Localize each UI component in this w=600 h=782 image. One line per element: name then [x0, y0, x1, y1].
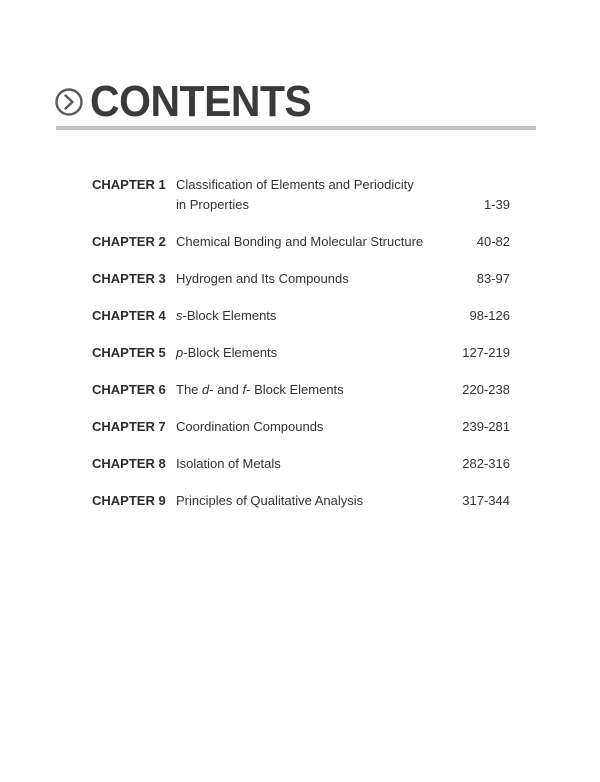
- chevron-right-circle-icon: [54, 87, 84, 117]
- chapter-pages: 40-82: [476, 234, 510, 249]
- chapter-label: CHAPTER 3: [92, 271, 166, 286]
- chapter-label: CHAPTER 6: [92, 382, 166, 397]
- chapter-title: [176, 343, 454, 363]
- toc-entry-chapter-5[interactable]: [92, 343, 510, 363]
- chapter-label: CHAPTER 1: [92, 177, 166, 192]
- chapter-pages: 1-39: [483, 197, 510, 212]
- chapter-title-italic: f: [242, 382, 247, 397]
- toc-entry-chapter-4[interactable]: [92, 306, 510, 326]
- toc-entry-chapter-9[interactable]: [92, 491, 510, 511]
- chapter-title-text: The: [176, 382, 203, 397]
- chapter-title-italic: p: [176, 345, 184, 360]
- chapter-title-text: - Block Elements: [246, 382, 344, 397]
- chapter-label: CHAPTER 8: [92, 456, 166, 471]
- chapter-title: [176, 175, 476, 215]
- chapter-title: [176, 306, 462, 326]
- chapter-pages: 317-344: [462, 493, 510, 508]
- chapter-title-text: - and: [209, 382, 243, 397]
- page-title: CONTENTS: [90, 77, 312, 126]
- title-divider: [56, 126, 536, 130]
- chapter-pages: 239-281: [462, 419, 510, 434]
- chapter-pages: 127-219: [462, 345, 510, 360]
- chapter-label: CHAPTER 5: [92, 345, 166, 360]
- toc-entry-chapter-7[interactable]: [92, 417, 510, 437]
- chapter-label: CHAPTER 4: [92, 308, 166, 323]
- toc-entry-chapter-6[interactable]: [92, 380, 510, 400]
- chapter-label: CHAPTER 7: [92, 419, 166, 434]
- chapter-pages: 220-238: [462, 382, 510, 397]
- toc-entry-chapter-1[interactable]: [92, 175, 510, 215]
- chapter-title-italic: s: [176, 308, 183, 323]
- chapter-title: Chemical Bonding and Molecular Structure: [176, 234, 424, 249]
- chapter-title-line: Classification of Elements and Periodicity: [176, 177, 414, 192]
- chapter-title-line: in Properties: [176, 197, 249, 212]
- chapter-title: Coordination Compounds: [176, 419, 324, 434]
- contents-header: [54, 77, 328, 126]
- toc-entry-chapter-8[interactable]: [92, 454, 510, 474]
- chapter-title: [176, 380, 454, 400]
- chapter-pages: 98-126: [469, 308, 510, 323]
- chapter-title-italic: d: [202, 382, 210, 397]
- toc-entry-chapter-2[interactable]: [92, 232, 510, 252]
- chapter-title-text: -Block Elements: [182, 308, 277, 323]
- chapter-title: Principles of Qualitative Analysis: [176, 493, 364, 508]
- chapter-label: CHAPTER 9: [92, 493, 166, 508]
- chapter-title-text: -Block Elements: [183, 345, 278, 360]
- chapter-pages: 282-316: [462, 456, 510, 471]
- table-of-contents: [92, 175, 510, 528]
- chapter-title: Isolation of Metals: [176, 456, 281, 471]
- toc-entry-chapter-3[interactable]: [92, 269, 510, 289]
- chapter-title: Hydrogen and Its Compounds: [176, 271, 349, 286]
- chapter-label: CHAPTER 2: [92, 234, 166, 249]
- chapter-pages: 83-97: [476, 271, 510, 286]
